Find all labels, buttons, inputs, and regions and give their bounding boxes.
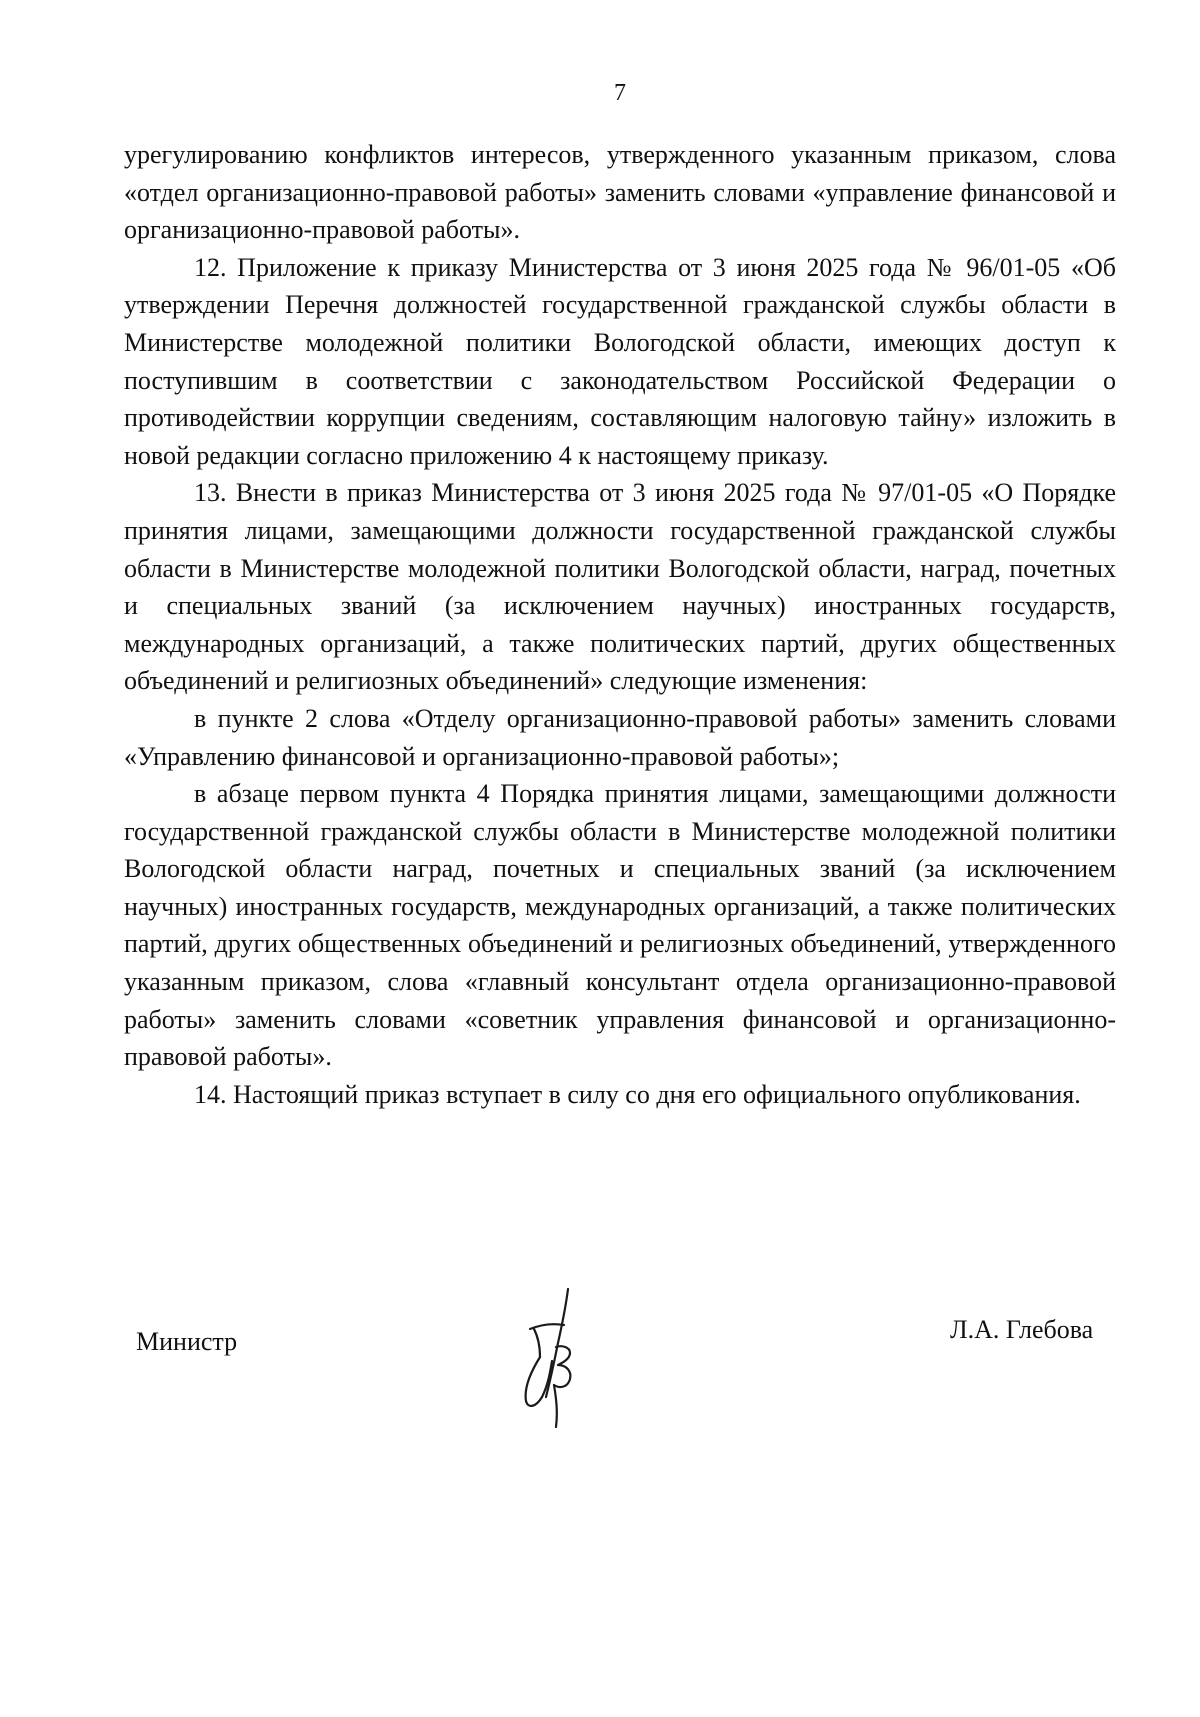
paragraph-continuation: урегулированию конфликтов интересов, утвержденного указанным приказом, слова «отдел организационно-правовой работы» заменить словами «управление финансовой и организационно-правовой работы». (124, 140, 1116, 245)
paragraph-item-13-sub-1: в пункте 2 слова «Отделу организационно-правовой работы» заменить словами «Управлению финансовой и организационно-правовой работы»; (124, 703, 1116, 771)
signer-name: Л.А. Глебова (950, 1315, 1094, 1344)
paragraph-item-13: 13. Внести в приказ Министерства от 3 июня 2025 года № 97/01-05 «О Порядке принятия лицами, замещающими должности государственной гражданской службы области в Министерстве молодежной политики Вологодской области, наград, почетных и специальных званий (за исключением научных) иностранных государств, международных организаций, а также политических партий, других общественных объединений и религиозных объединений» следующие изменения: (124, 478, 1116, 696)
paragraph-item-13-sub-2: в абзаце первом пункта 4 Порядка принятия лицами, замещающими должности государственной гражданской службы области в Министерстве молодежной политики Вологодской области наград, почетных и специальных званий (за исключением научных) иностранных государств, международных организаций, а также политических партий, других общественных объединений и религиозных объединений, утвержденного указанным приказом, слова «главный консультант отдела организационно-правовой работы» заменить словами «советник управления финансовой и организационно-правовой работы». (124, 779, 1116, 1072)
paragraph-item-14: 14. Настоящий приказ вступает в силу со дня его официального опубликования. (194, 1079, 1081, 1109)
document-body (124, 136, 1116, 1113)
signature-block (0, 1285, 1200, 1475)
handwritten-signature-icon (520, 1285, 600, 1435)
paragraph-item-12: 12. Приложение к приказу Министерства от 3 июня 2025 года № 96/01-05 «Об утверждении Перечня должностей государственной гражданской службы области в Министерстве молодежной политики Вологодской области, имеющих доступ к поступившим в соответствии с законодательством Российской Федерации о противодействии коррупции сведениям, составляющим налоговую тайну» изложить в новой редакции согласно приложению 4 к настоящему приказу. (124, 252, 1116, 470)
page-number: 7 (614, 80, 626, 106)
signer-position: Министр (136, 1327, 238, 1356)
